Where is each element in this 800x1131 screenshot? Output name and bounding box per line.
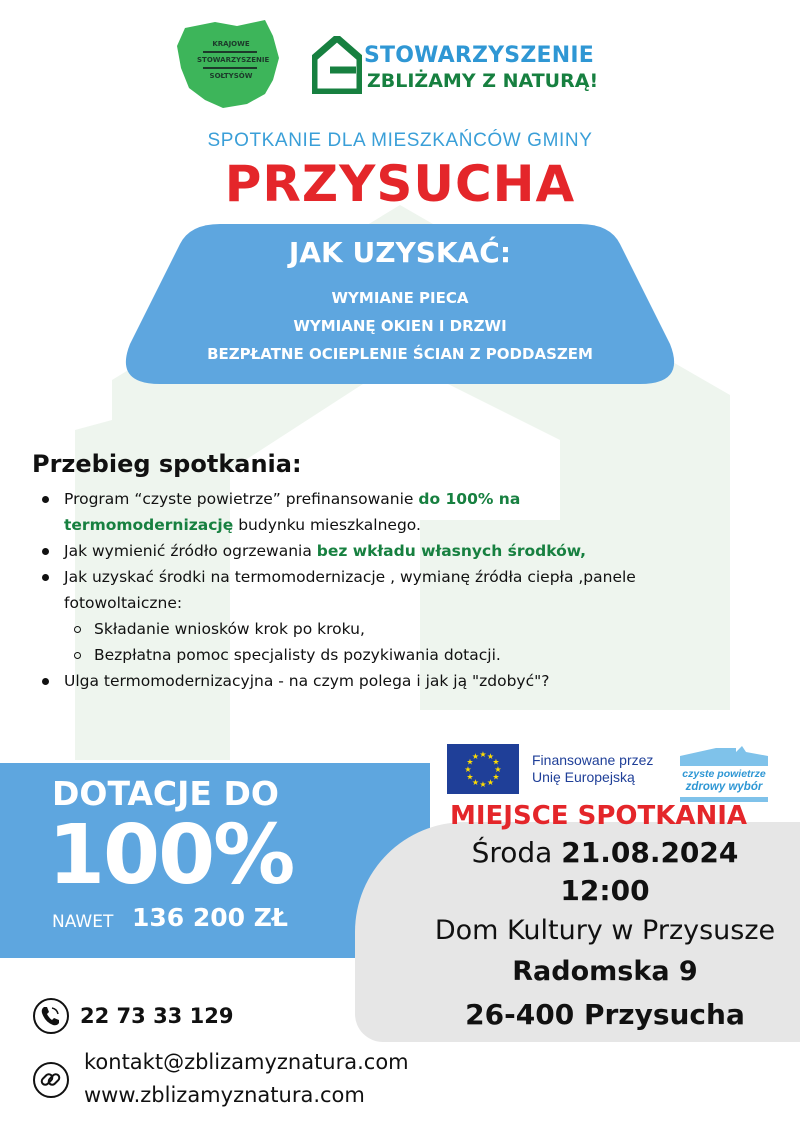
eu-funding-line1: Finansowane przez bbox=[532, 752, 654, 768]
contact-phone[interactable]: 22 73 33 129 bbox=[80, 1004, 234, 1028]
contact-website[interactable]: www.zblizamyznatura.com bbox=[84, 1083, 365, 1107]
cp-logo-line2: zdrowy wybór bbox=[685, 781, 763, 793]
agenda-list bbox=[32, 486, 792, 694]
eu-funding-line2: Unię Europejską bbox=[532, 769, 635, 785]
agenda-item2-text: Jak wymienić źródło ogrzewania bbox=[64, 542, 317, 560]
agenda-item4-text: Ulga termomodernizacyjna - na czym polega i jak ją "zdobyć"? bbox=[64, 672, 550, 690]
banner-heading: JAK UZYSKAĆ: bbox=[288, 236, 512, 269]
link-icon bbox=[33, 1062, 69, 1098]
banner-line-insulation: BEZPŁATNE OCIEPLENIE ŚCIAN Z PODDASZEM bbox=[207, 345, 593, 363]
agenda-subitem bbox=[32, 616, 792, 642]
venue-heading: MIEJSCE SPOTKANIA bbox=[450, 801, 748, 831]
agenda-item1-highlight: do 100% na bbox=[418, 490, 521, 508]
venue-date bbox=[410, 836, 800, 869]
eu-star: ★ bbox=[471, 778, 480, 787]
agenda-item bbox=[32, 486, 792, 538]
page-title: PRZYSUCHA bbox=[224, 155, 576, 213]
eu-star: ★ bbox=[492, 757, 500, 767]
zzn-logo-line2: ZBLIŻAMY Z NATURĄ! bbox=[367, 70, 599, 92]
zzn-house-icon bbox=[312, 36, 362, 94]
ks-logo-line2: STOWARZYSZENIE bbox=[197, 56, 270, 64]
agenda-item bbox=[32, 668, 792, 694]
cp-house-icon bbox=[676, 744, 772, 768]
banner-line-windows: WYMIANĘ OKIEN I DRZWI bbox=[293, 317, 507, 335]
agenda-item1-highlight2: termomodernizację bbox=[64, 516, 234, 534]
eu-star: ★ bbox=[466, 772, 474, 782]
agenda-item3-text: Jak uzyskać środki na termomodernizacje , wymianę źródła ciepła ,panele bbox=[64, 568, 636, 586]
agenda-heading: Przebieg spotkania: bbox=[32, 450, 302, 478]
grant-amount: 136 200 ZŁ bbox=[132, 903, 288, 932]
eu-star: ★ bbox=[492, 772, 500, 782]
venue-day: Środa bbox=[471, 836, 562, 869]
grant-percent: 100% bbox=[48, 808, 294, 903]
eu-star: ★ bbox=[479, 750, 487, 759]
venue-date-value: 21.08.2024 bbox=[561, 836, 739, 869]
ks-logo-line3: SOŁTYSÓW bbox=[209, 72, 253, 80]
meeting-subtitle: SPOTKANIE DLA MIESZKAŃCÓW GMINY bbox=[207, 130, 593, 151]
agenda-sub2-text: Bezpłatna pomoc specjalisty ds pozykiwania dotacji. bbox=[94, 646, 501, 664]
agenda-item bbox=[32, 564, 792, 616]
agenda-sub1-text: Składanie wniosków krok po kroku, bbox=[94, 620, 365, 638]
eu-star: ★ bbox=[464, 765, 472, 774]
contact-email[interactable]: kontakt@zblizamyznatura.com bbox=[84, 1050, 409, 1074]
agenda-item3-rest: fotowoltaiczne: bbox=[64, 594, 183, 612]
venue-street: Radomska 9 bbox=[512, 956, 698, 987]
zzn-logo bbox=[312, 36, 642, 96]
ks-logo-line1: KRAJOWE bbox=[212, 40, 250, 48]
agenda-subitem bbox=[32, 642, 792, 668]
czyste-powietrze-logo bbox=[676, 744, 772, 802]
venue-city: 26-400 Przysucha bbox=[465, 998, 745, 1031]
eu-star: ★ bbox=[486, 752, 495, 761]
agenda-item2-highlight: bez wkładu własnych środków, bbox=[316, 542, 587, 560]
cp-logo-line1: czyste powietrze bbox=[682, 768, 766, 780]
eu-star: ★ bbox=[479, 780, 487, 789]
grant-nawet: NAWET bbox=[52, 912, 114, 932]
phone-icon bbox=[33, 998, 69, 1034]
eu-star: ★ bbox=[494, 765, 502, 774]
agenda-item1-text: Program “czyste powietrze” prefinansowanie bbox=[64, 490, 419, 508]
agenda-item1-rest: budynku mieszkalnego. bbox=[233, 516, 421, 534]
ks-logo bbox=[175, 18, 283, 112]
eu-flag-icon bbox=[447, 744, 519, 794]
banner-line-stove: WYMIANE PIECA bbox=[331, 289, 469, 307]
eu-star: ★ bbox=[486, 778, 495, 787]
grant-heading: DOTACJE DO bbox=[52, 774, 279, 813]
eu-star: ★ bbox=[466, 757, 474, 767]
agenda-item bbox=[32, 538, 792, 564]
zzn-logo-line1: STOWARZYSZENIE bbox=[364, 43, 594, 68]
venue-time: 12:00 bbox=[560, 874, 650, 907]
eu-star: ★ bbox=[471, 752, 480, 761]
venue-place: Dom Kultury w Przysusze bbox=[434, 915, 776, 946]
eu-funding-text bbox=[532, 752, 653, 786]
